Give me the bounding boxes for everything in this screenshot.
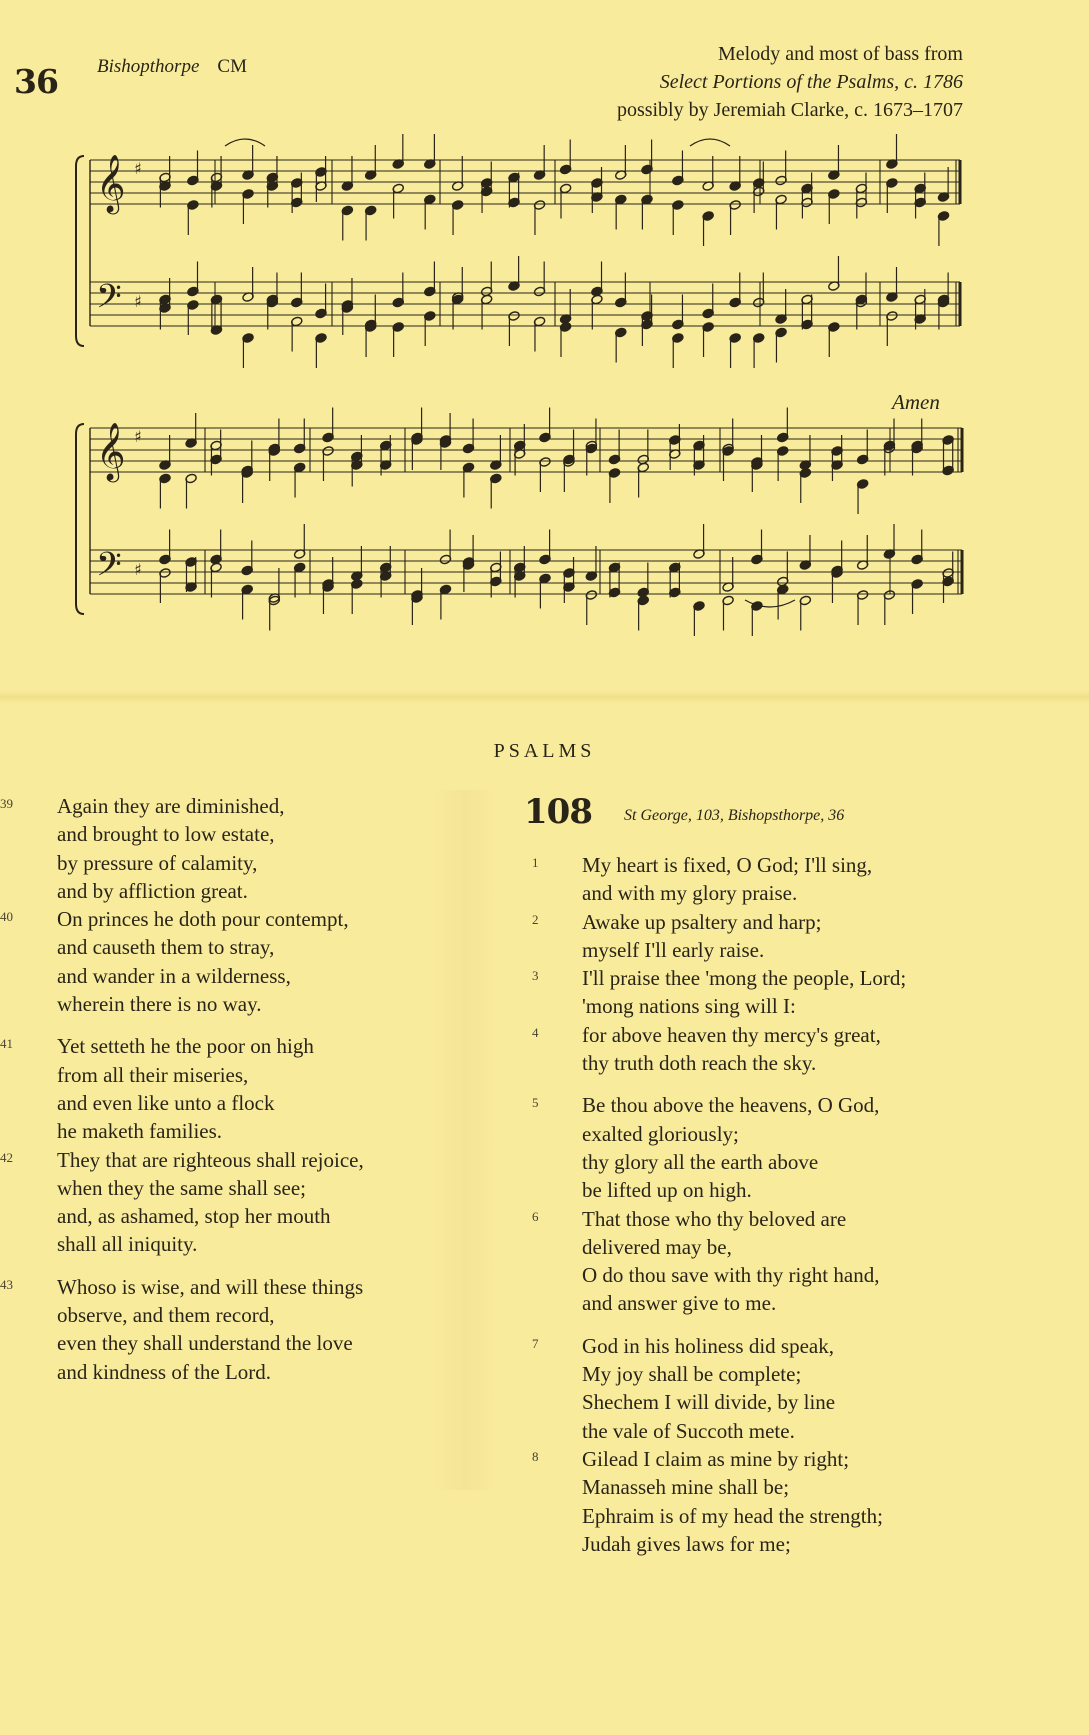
verse-number: 4 — [532, 1024, 539, 1040]
verse-number: 41 — [0, 1036, 13, 1052]
verse-lines — [582, 1021, 1020, 1078]
verse-line: Be thou above the heavens, O God, — [582, 1093, 880, 1118]
verse-line: myself I'll early raise. — [582, 937, 765, 962]
verse-line: and brought to low estate, — [57, 822, 275, 847]
page-fold — [0, 690, 1089, 704]
verse-number: 6 — [532, 1208, 539, 1224]
verse — [520, 1332, 1020, 1445]
verse-line: delivered may be, — [582, 1234, 732, 1259]
verse-line: and causeth them to stray, — [57, 935, 275, 960]
verse — [520, 1021, 1020, 1078]
verse — [520, 851, 1020, 908]
left-verse-column — [0, 792, 470, 1386]
verse-number: 5 — [532, 1095, 539, 1111]
verse-lines — [57, 1273, 470, 1386]
right-verse-column — [520, 851, 1020, 1558]
verse-lines — [582, 1205, 1020, 1318]
verse-line: by pressure of calamity, — [57, 850, 258, 875]
verse-lines — [582, 1332, 1020, 1445]
verse-lines — [582, 851, 1020, 908]
stanza-gap — [520, 1318, 1020, 1332]
verse — [520, 908, 1020, 965]
verse-line: from all their miseries, — [57, 1062, 249, 1087]
verse — [0, 1273, 470, 1386]
verse-line: They that are righteous shall rejoice, — [57, 1147, 364, 1172]
verse-number: 43 — [0, 1276, 13, 1292]
verse-line: and by affliction great. — [57, 878, 248, 903]
key-signature-sharp-icon: ♯ — [134, 427, 142, 446]
verse — [520, 1205, 1020, 1318]
verse-line: and kindness of the Lord. — [57, 1359, 272, 1384]
section-heading: PSALMS — [493, 740, 596, 762]
verse-number: 1 — [532, 855, 539, 870]
system-brace — [76, 424, 84, 614]
slur — [690, 139, 730, 146]
key-signature-sharp-icon: ♯ — [134, 292, 142, 311]
verse-number: 40 — [0, 909, 13, 925]
source-line-3: possibly by Jeremiah Clarke, c. 1673–1707 — [616, 99, 963, 121]
verse-line: I'll praise thee 'mong the people, Lord; — [582, 966, 907, 991]
verse — [520, 964, 1020, 1021]
verse-lines — [582, 1445, 1020, 1558]
verse-lines — [57, 1146, 470, 1259]
slur — [225, 139, 265, 146]
verse-line: and with my glory praise. — [582, 881, 798, 906]
verse-line: and wander in a wilderness, — [57, 963, 291, 988]
key-signature-sharp-icon: ♯ — [134, 159, 142, 178]
verse-number: 7 — [532, 1335, 539, 1351]
verse-line: Judah gives laws for me; — [582, 1531, 791, 1556]
verse-line: exalted gloriously; — [582, 1121, 739, 1146]
verse — [0, 792, 470, 905]
verse-lines — [582, 908, 1020, 965]
verse-number: 3 — [532, 968, 539, 984]
verse-lines — [57, 792, 470, 905]
amen-label: Amen — [892, 390, 940, 414]
verse-line: Awake up psaltery and harp; — [582, 909, 822, 934]
verse-number: 39 — [0, 796, 13, 811]
stanza-gap — [0, 1018, 470, 1032]
verse-line: That those who thy beloved are — [582, 1206, 847, 1231]
verse-line: Whoso is wise, and will these things — [57, 1274, 364, 1299]
verse — [520, 1445, 1020, 1558]
source-line-2: Select Portions of the Psalms, c. 1786 — [659, 71, 963, 93]
verse-line: Shechem I will divide, by line — [582, 1390, 836, 1415]
verse-line: My joy shall be complete; — [582, 1362, 802, 1387]
treble-clef-icon: 𝄞 — [96, 422, 126, 480]
verse-line: 'mong nations sing will I: — [582, 994, 796, 1019]
verse-lines — [582, 1091, 1020, 1204]
verse-line: On princes he doth pour contempt, — [57, 907, 349, 932]
verse-line: Ephraim is of my head the strength; — [582, 1503, 883, 1528]
key-signature-sharp-icon: ♯ — [134, 560, 142, 579]
verse — [0, 1146, 470, 1259]
verse-number: 8 — [532, 1448, 539, 1464]
verse — [0, 1032, 470, 1145]
stanza-gap — [520, 1077, 1020, 1091]
verse-line: and even like unto a flock — [57, 1090, 275, 1115]
verse-line: Manasseh mine shall be; — [582, 1475, 790, 1500]
verse-line: Again they are diminished, — [57, 794, 285, 818]
verse-line: be lifted up on high. — [582, 1178, 752, 1203]
system-brace — [76, 156, 84, 346]
verse-line: for above heaven thy mercy's great, — [582, 1022, 881, 1047]
verse-line: Yet setteth he the poor on high — [57, 1034, 314, 1059]
verse-line: the vale of Succoth mete. — [582, 1418, 795, 1443]
verse-line: Gilead I claim as mine by right; — [582, 1446, 850, 1471]
verse-number: 2 — [532, 911, 539, 927]
verse-line: when they the same shall see; — [57, 1175, 307, 1200]
verse-line: wherein there is no way. — [57, 992, 262, 1017]
treble-clef-icon: 𝄞 — [96, 154, 126, 212]
verse-line: even they shall understand the love — [57, 1331, 353, 1356]
verse-line: he maketh families. — [57, 1119, 223, 1144]
verse-line: God in his holiness did speak, — [582, 1333, 834, 1358]
verse-line: O do thou save with thy right hand, — [582, 1263, 880, 1288]
verse-lines — [57, 905, 470, 1018]
verse-line: shall all iniquity. — [57, 1232, 198, 1257]
verse — [520, 1091, 1020, 1204]
psalm-number: 108 — [524, 792, 592, 832]
hymn-number: 36 — [14, 62, 58, 101]
tune-meter: CM — [217, 56, 247, 77]
bass-clef-icon: 𝄢 — [96, 546, 122, 592]
tune-references: St George, 103, Bishopsthorpe, 36 — [624, 807, 845, 824]
verse-line: and, as ashamed, stop her mouth — [57, 1204, 331, 1229]
verse-line: and answer give to me. — [582, 1291, 777, 1316]
verse-lines — [582, 964, 1020, 1021]
verse-number: 42 — [0, 1149, 13, 1165]
stanza-gap — [0, 1259, 470, 1273]
verse-line: My heart is fixed, O God; I'll sing, — [582, 853, 873, 877]
source-line-1: Melody and most of bass from — [718, 43, 963, 65]
music-score — [0, 0, 1089, 660]
verse-line: thy glory all the earth above — [582, 1149, 819, 1174]
verse — [0, 905, 470, 1018]
verse-lines — [57, 1032, 470, 1145]
tune-title: Bishopthorpe — [97, 56, 200, 77]
bass-clef-icon: 𝄢 — [96, 278, 122, 324]
verse-line: thy truth doth reach the sky. — [582, 1051, 817, 1076]
verse-line: observe, and them record, — [57, 1303, 275, 1328]
